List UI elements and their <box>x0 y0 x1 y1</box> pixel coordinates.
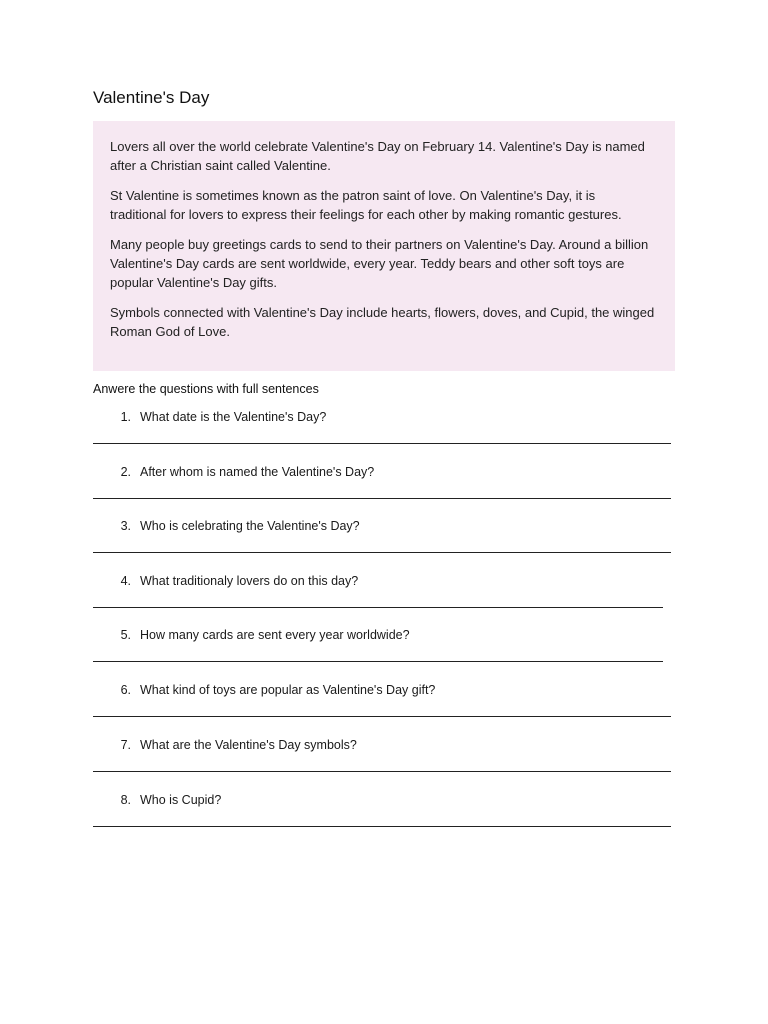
question-text: What traditionaly lovers do on this day? <box>140 574 359 588</box>
question-text: Who is Cupid? <box>140 793 222 807</box>
question-text: What kind of toys are popular as Valentine's Day gift? <box>140 683 436 697</box>
instructions: Anwere the questions with full sentences <box>93 382 319 396</box>
question-number: 1. <box>120 410 131 424</box>
question-text: What are the Valentine's Day symbols? <box>140 738 357 752</box>
question-number: 4. <box>120 574 131 588</box>
question-text: After whom is named the Valentine's Day? <box>140 465 375 479</box>
question-5 <box>93 628 675 668</box>
reading-paragraph-1: Lovers all over the world celebrate Valentine's Day on February 14. Valentine's Day is named after a Christian saint called Valentine. <box>110 139 645 173</box>
question-number: 8. <box>120 793 131 807</box>
reading-paragraph-3: Many people buy greetings cards to send to their partners on Valentine's Day. Around a billion Valentine's Day cards are sent worldwide, every year. Teddy bears and other soft toys are popular Valentine's Day gifts. <box>110 237 649 290</box>
question-6 <box>93 683 675 723</box>
question-text: What date is the Valentine's Day? <box>140 410 327 424</box>
question-number: 5. <box>120 628 131 642</box>
page-title: Valentine's Day <box>93 88 210 107</box>
answer-line[interactable] <box>93 552 671 553</box>
answer-line[interactable] <box>93 498 671 499</box>
question-7 <box>93 738 675 778</box>
answer-line[interactable] <box>93 771 671 772</box>
question-number: 2. <box>120 465 131 479</box>
answer-line[interactable] <box>93 443 671 444</box>
reading-passage <box>93 121 675 371</box>
question-8 <box>93 793 675 833</box>
question-3 <box>93 519 675 559</box>
question-number: 6. <box>120 683 131 697</box>
question-text: Who is celebrating the Valentine's Day? <box>140 519 360 533</box>
question-number: 3. <box>120 519 131 533</box>
question-text: How many cards are sent every year worldwide? <box>140 628 410 642</box>
reading-paragraph-4: Symbols connected with Valentine's Day include hearts, flowers, doves, and Cupid, the winged Roman God of Love. <box>110 305 655 339</box>
answer-line[interactable] <box>93 826 671 827</box>
answer-line[interactable] <box>93 661 663 662</box>
question-4 <box>93 574 675 614</box>
question-number: 7. <box>120 738 131 752</box>
question-1 <box>93 410 675 450</box>
reading-paragraph-2: St Valentine is sometimes known as the patron saint of love. On Valentine's Day, it is traditional for lovers to express their feelings for each other by making romantic gestures. <box>110 188 622 222</box>
question-2 <box>93 465 675 505</box>
answer-line[interactable] <box>93 607 663 608</box>
answer-line[interactable] <box>93 716 671 717</box>
